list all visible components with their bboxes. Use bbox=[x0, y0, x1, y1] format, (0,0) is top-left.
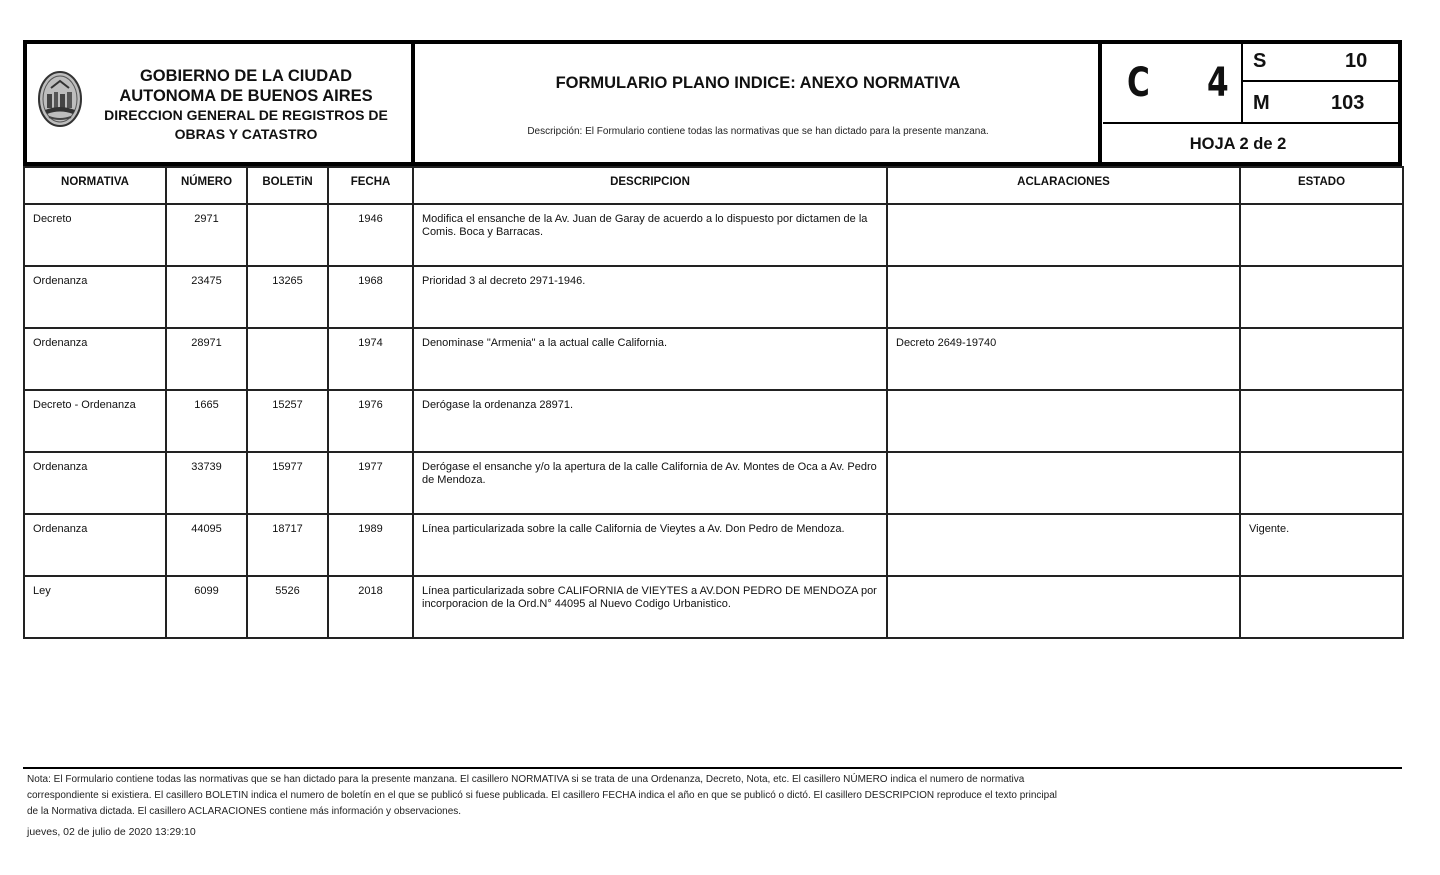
cell-normativa: Ordenanza bbox=[24, 514, 166, 576]
circunscripcion-value: 4 bbox=[1207, 60, 1229, 106]
table-row bbox=[24, 514, 1403, 576]
seccion-label: S bbox=[1253, 50, 1267, 72]
cell-estado bbox=[1240, 328, 1403, 390]
cell-normativa: Ordenanza bbox=[24, 328, 166, 390]
cell-aclaraciones bbox=[887, 452, 1240, 514]
title-block bbox=[417, 44, 1099, 162]
table-row bbox=[24, 266, 1403, 328]
print-datetime: jueves, 02 de julio de 2020 13:29:10 bbox=[27, 826, 196, 838]
org-dept-line1: DIRECCION GENERAL DE REGISTROS DE bbox=[104, 107, 388, 123]
cell-estado bbox=[1240, 452, 1403, 514]
note-line: de la Normativa dictada. El casillero ACLARACIONES contiene más información y observaciones. bbox=[27, 806, 462, 817]
header-divider bbox=[411, 44, 415, 162]
header-divider bbox=[1098, 44, 1102, 162]
cell-numero: 23475 bbox=[166, 266, 247, 328]
org-name-line2: AUTONOMA DE BUENOS AIRES bbox=[119, 87, 373, 105]
form-description: Descripción: El Formulario contiene todas las normativas que se han dictado para la presente manzana. bbox=[527, 126, 989, 137]
cell-descripcion: Modifica el ensanche de la Av. Juan de Garay de acuerdo a lo dispuesto por dictamen de la Comis. Boca y Barracas. bbox=[413, 204, 887, 266]
col-header-boletin: BOLETiN bbox=[247, 167, 328, 204]
cell-fecha: 1968 bbox=[328, 266, 413, 328]
city-seal-icon bbox=[37, 70, 83, 128]
cell-estado bbox=[1240, 576, 1403, 638]
cell-aclaraciones bbox=[887, 266, 1240, 328]
parcel-code-block bbox=[1103, 44, 1398, 162]
col-header-descripcion: DESCRIPCION bbox=[413, 167, 887, 204]
cell-aclaraciones: Decreto 2649-19740 bbox=[887, 328, 1240, 390]
table-header-row bbox=[24, 167, 1403, 204]
cell-numero: 2971 bbox=[166, 204, 247, 266]
col-header-normativa: NORMATIVA bbox=[24, 167, 166, 204]
cell-estado bbox=[1240, 390, 1403, 452]
table-row bbox=[24, 452, 1403, 514]
col-header-fecha: FECHA bbox=[328, 167, 413, 204]
cell-descripcion: Derógase la ordenanza 28971. bbox=[413, 390, 887, 452]
note-line: correspondiente si existiera. El casillero BOLETIN indica el numero de boletín en el que se publicó si fuese publicada. El casillero FECHA indica el año en que se publicó o dictó. El casillero DESCRIPCION reproduce el texto principal bbox=[27, 790, 1057, 801]
cell-fecha: 1946 bbox=[328, 204, 413, 266]
cell-fecha: 1976 bbox=[328, 390, 413, 452]
cell-aclaraciones bbox=[887, 576, 1240, 638]
org-dept-line2: OBRAS Y CATASTRO bbox=[174, 126, 318, 142]
cell-descripcion: Denominase "Armenia" a la actual calle California. bbox=[413, 328, 887, 390]
cell-normativa: Ordenanza bbox=[24, 266, 166, 328]
cell-estado bbox=[1240, 204, 1403, 266]
form-header bbox=[23, 40, 1402, 166]
cell-normativa: Decreto bbox=[24, 204, 166, 266]
cell-numero: 6099 bbox=[166, 576, 247, 638]
col-header-aclaraciones: ACLARACIONES bbox=[887, 167, 1240, 204]
cell-numero: 44095 bbox=[166, 514, 247, 576]
cell-numero: 33739 bbox=[166, 452, 247, 514]
table-row bbox=[24, 390, 1403, 452]
note-line: Nota: El Formulario contiene todas las normativas que se han dictado para la presente manzana. El casillero NORMATIVA si se trata de una Ordenanza, Decreto, Nota, etc. El casillero NÚMERO indica el numero de normativa bbox=[27, 774, 1025, 785]
cell-numero: 1665 bbox=[166, 390, 247, 452]
cell-aclaraciones bbox=[887, 204, 1240, 266]
cell-boletin: 15977 bbox=[247, 452, 328, 514]
cell-aclaraciones bbox=[887, 514, 1240, 576]
cell-descripcion: Derógase el ensanche y/o la apertura de la calle California de Av. Montes de Oca a Av. Pedro de Mendoza. bbox=[413, 452, 887, 514]
cell-estado: Vigente. bbox=[1240, 514, 1403, 576]
cell-boletin bbox=[247, 204, 328, 266]
cell-fecha: 1974 bbox=[328, 328, 413, 390]
circunscripcion-letter: C bbox=[1127, 60, 1150, 106]
cell-descripcion: Prioridad 3 al decreto 2971-1946. bbox=[413, 266, 887, 328]
seccion-value: 10 bbox=[1345, 50, 1368, 72]
cell-divider bbox=[1241, 44, 1243, 122]
manzana-value: 103 bbox=[1331, 92, 1365, 114]
col-header-estado: ESTADO bbox=[1240, 167, 1403, 204]
sheet-number: HOJA 2 de 2 bbox=[1189, 135, 1287, 153]
cell-numero: 28971 bbox=[166, 328, 247, 390]
table-row bbox=[24, 328, 1403, 390]
org-name-line1: GOBIERNO DE LA CIUDAD bbox=[139, 67, 353, 85]
table-row bbox=[24, 204, 1403, 266]
cell-normativa: Ley bbox=[24, 576, 166, 638]
cell-descripcion: Línea particularizada sobre CALIFORNIA de VIEYTES a AV.DON PEDRO DE MENDOZA por incorporacion de la Ord.N° 44095 al Nuevo Codigo Urbanistico. bbox=[413, 576, 887, 638]
cell-divider bbox=[1103, 122, 1398, 124]
organization-block bbox=[27, 44, 413, 162]
cell-boletin: 15257 bbox=[247, 390, 328, 452]
col-header-numero: NÚMERO bbox=[166, 167, 247, 204]
normativa-table bbox=[23, 166, 1404, 639]
cell-divider bbox=[1241, 80, 1398, 82]
footer-note bbox=[27, 772, 1087, 820]
cell-boletin: 5526 bbox=[247, 576, 328, 638]
cell-estado bbox=[1240, 266, 1403, 328]
manzana-label: M bbox=[1253, 92, 1270, 114]
cell-fecha: 1989 bbox=[328, 514, 413, 576]
table-row bbox=[24, 576, 1403, 638]
cell-fecha: 1977 bbox=[328, 452, 413, 514]
cell-boletin bbox=[247, 328, 328, 390]
footer-divider bbox=[23, 767, 1402, 769]
form-title: FORMULARIO PLANO INDICE: ANEXO NORMATIVA bbox=[555, 74, 961, 92]
cell-fecha: 2018 bbox=[328, 576, 413, 638]
cell-descripcion: Línea particularizada sobre la calle California de Vieytes a Av. Don Pedro de Mendoza. bbox=[413, 514, 887, 576]
cell-aclaraciones bbox=[887, 390, 1240, 452]
cell-normativa: Ordenanza bbox=[24, 452, 166, 514]
cell-boletin: 18717 bbox=[247, 514, 328, 576]
cell-boletin: 13265 bbox=[247, 266, 328, 328]
cell-normativa: Decreto - Ordenanza bbox=[24, 390, 166, 452]
